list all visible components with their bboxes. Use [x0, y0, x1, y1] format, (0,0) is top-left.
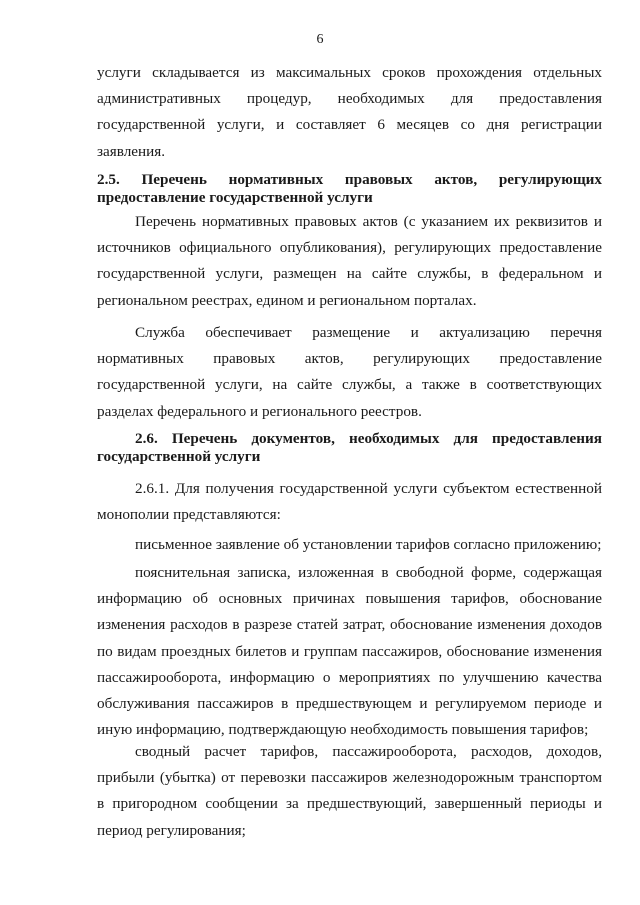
section-heading: [97, 430, 602, 466]
text-line: прибыли (убытка) от перевозки пассажиров железнодорожным транспортом: [97, 769, 602, 787]
text-line: период регулирования;: [97, 821, 246, 839]
paragraph: [97, 532, 602, 558]
text-line: государственной услуги, и составляет 6 месяцев со дня регистрации: [97, 116, 602, 134]
text-line: государственной услуги, размещен на сайте службы, в федеральном и: [97, 265, 602, 283]
text-line: разделах федерального и регионального реестров.: [97, 402, 422, 420]
text-line: 2.6.1. Для получения государственной услуги субъектом естественной: [135, 480, 602, 497]
paragraph: [97, 209, 602, 314]
text-line: услуги складывается из максимальных сроков прохождения отдельных: [97, 64, 602, 81]
text-line: предоставление государственной услуги: [97, 189, 373, 206]
text-line: заявления.: [97, 142, 166, 160]
text-line: сводный расчет тарифов, пассажирооборота, расходов, доходов,: [135, 743, 602, 760]
text-line: источников официального опубликования), регулирующих предоставление: [97, 239, 602, 257]
page-number: 6: [316, 32, 324, 47]
paragraph: [97, 320, 602, 425]
text-line: пояснительная записка, изложенная в свободной форме, содержащая: [135, 564, 602, 581]
text-line: Перечень нормативных правовых актов (с указанием их реквизитов и: [135, 213, 602, 230]
text-line: информацию об основных причинах повышения тарифов, обоснование: [97, 590, 602, 608]
section-heading: [97, 171, 602, 207]
text-line: по видам проездных билетов и группам пассажиров, обоснование изменения: [97, 642, 602, 660]
text-line: 2.5. Перечень нормативных правовых актов, регулирующих: [97, 171, 602, 188]
text-line: Служба обеспечивает размещение и актуализацию перечня: [135, 324, 602, 341]
text-line: монополии представляются:: [97, 506, 281, 524]
paragraph: [97, 476, 602, 528]
paragraph: [97, 739, 602, 844]
text-line: государственной услуги, на сайте службы, а также в соответствующих: [97, 376, 602, 394]
text-line: пассажирооборота, информацию о мероприятиях по улучшению качества: [97, 668, 602, 686]
text-line: письменное заявление об установлении тарифов согласно приложению;: [135, 536, 602, 553]
paragraph: [97, 60, 602, 165]
text-line: региональном реестрах, едином и региональном порталах.: [97, 291, 477, 309]
text-line: нормативных правовых актов, регулирующих предоставление: [97, 350, 602, 368]
text-line: иную информацию, подтверждающую необходимость повышения тарифов;: [97, 721, 589, 739]
text-line: в пригородном сообщении за предшествующий, завершенный периоды и: [97, 795, 602, 813]
text-line: административных процедур, необходимых для предоставления: [97, 90, 602, 108]
text-line: изменения расходов в разрезе статей затрат, обоснование изменения доходов: [97, 616, 602, 634]
paragraph: [97, 560, 602, 743]
text-line: 2.6. Перечень документов, необходимых для предоставления: [135, 430, 602, 447]
text-line: государственной услуги: [97, 448, 261, 465]
text-line: обслуживания пассажиров в предшествующем и регулируемом периоде и: [97, 694, 602, 712]
